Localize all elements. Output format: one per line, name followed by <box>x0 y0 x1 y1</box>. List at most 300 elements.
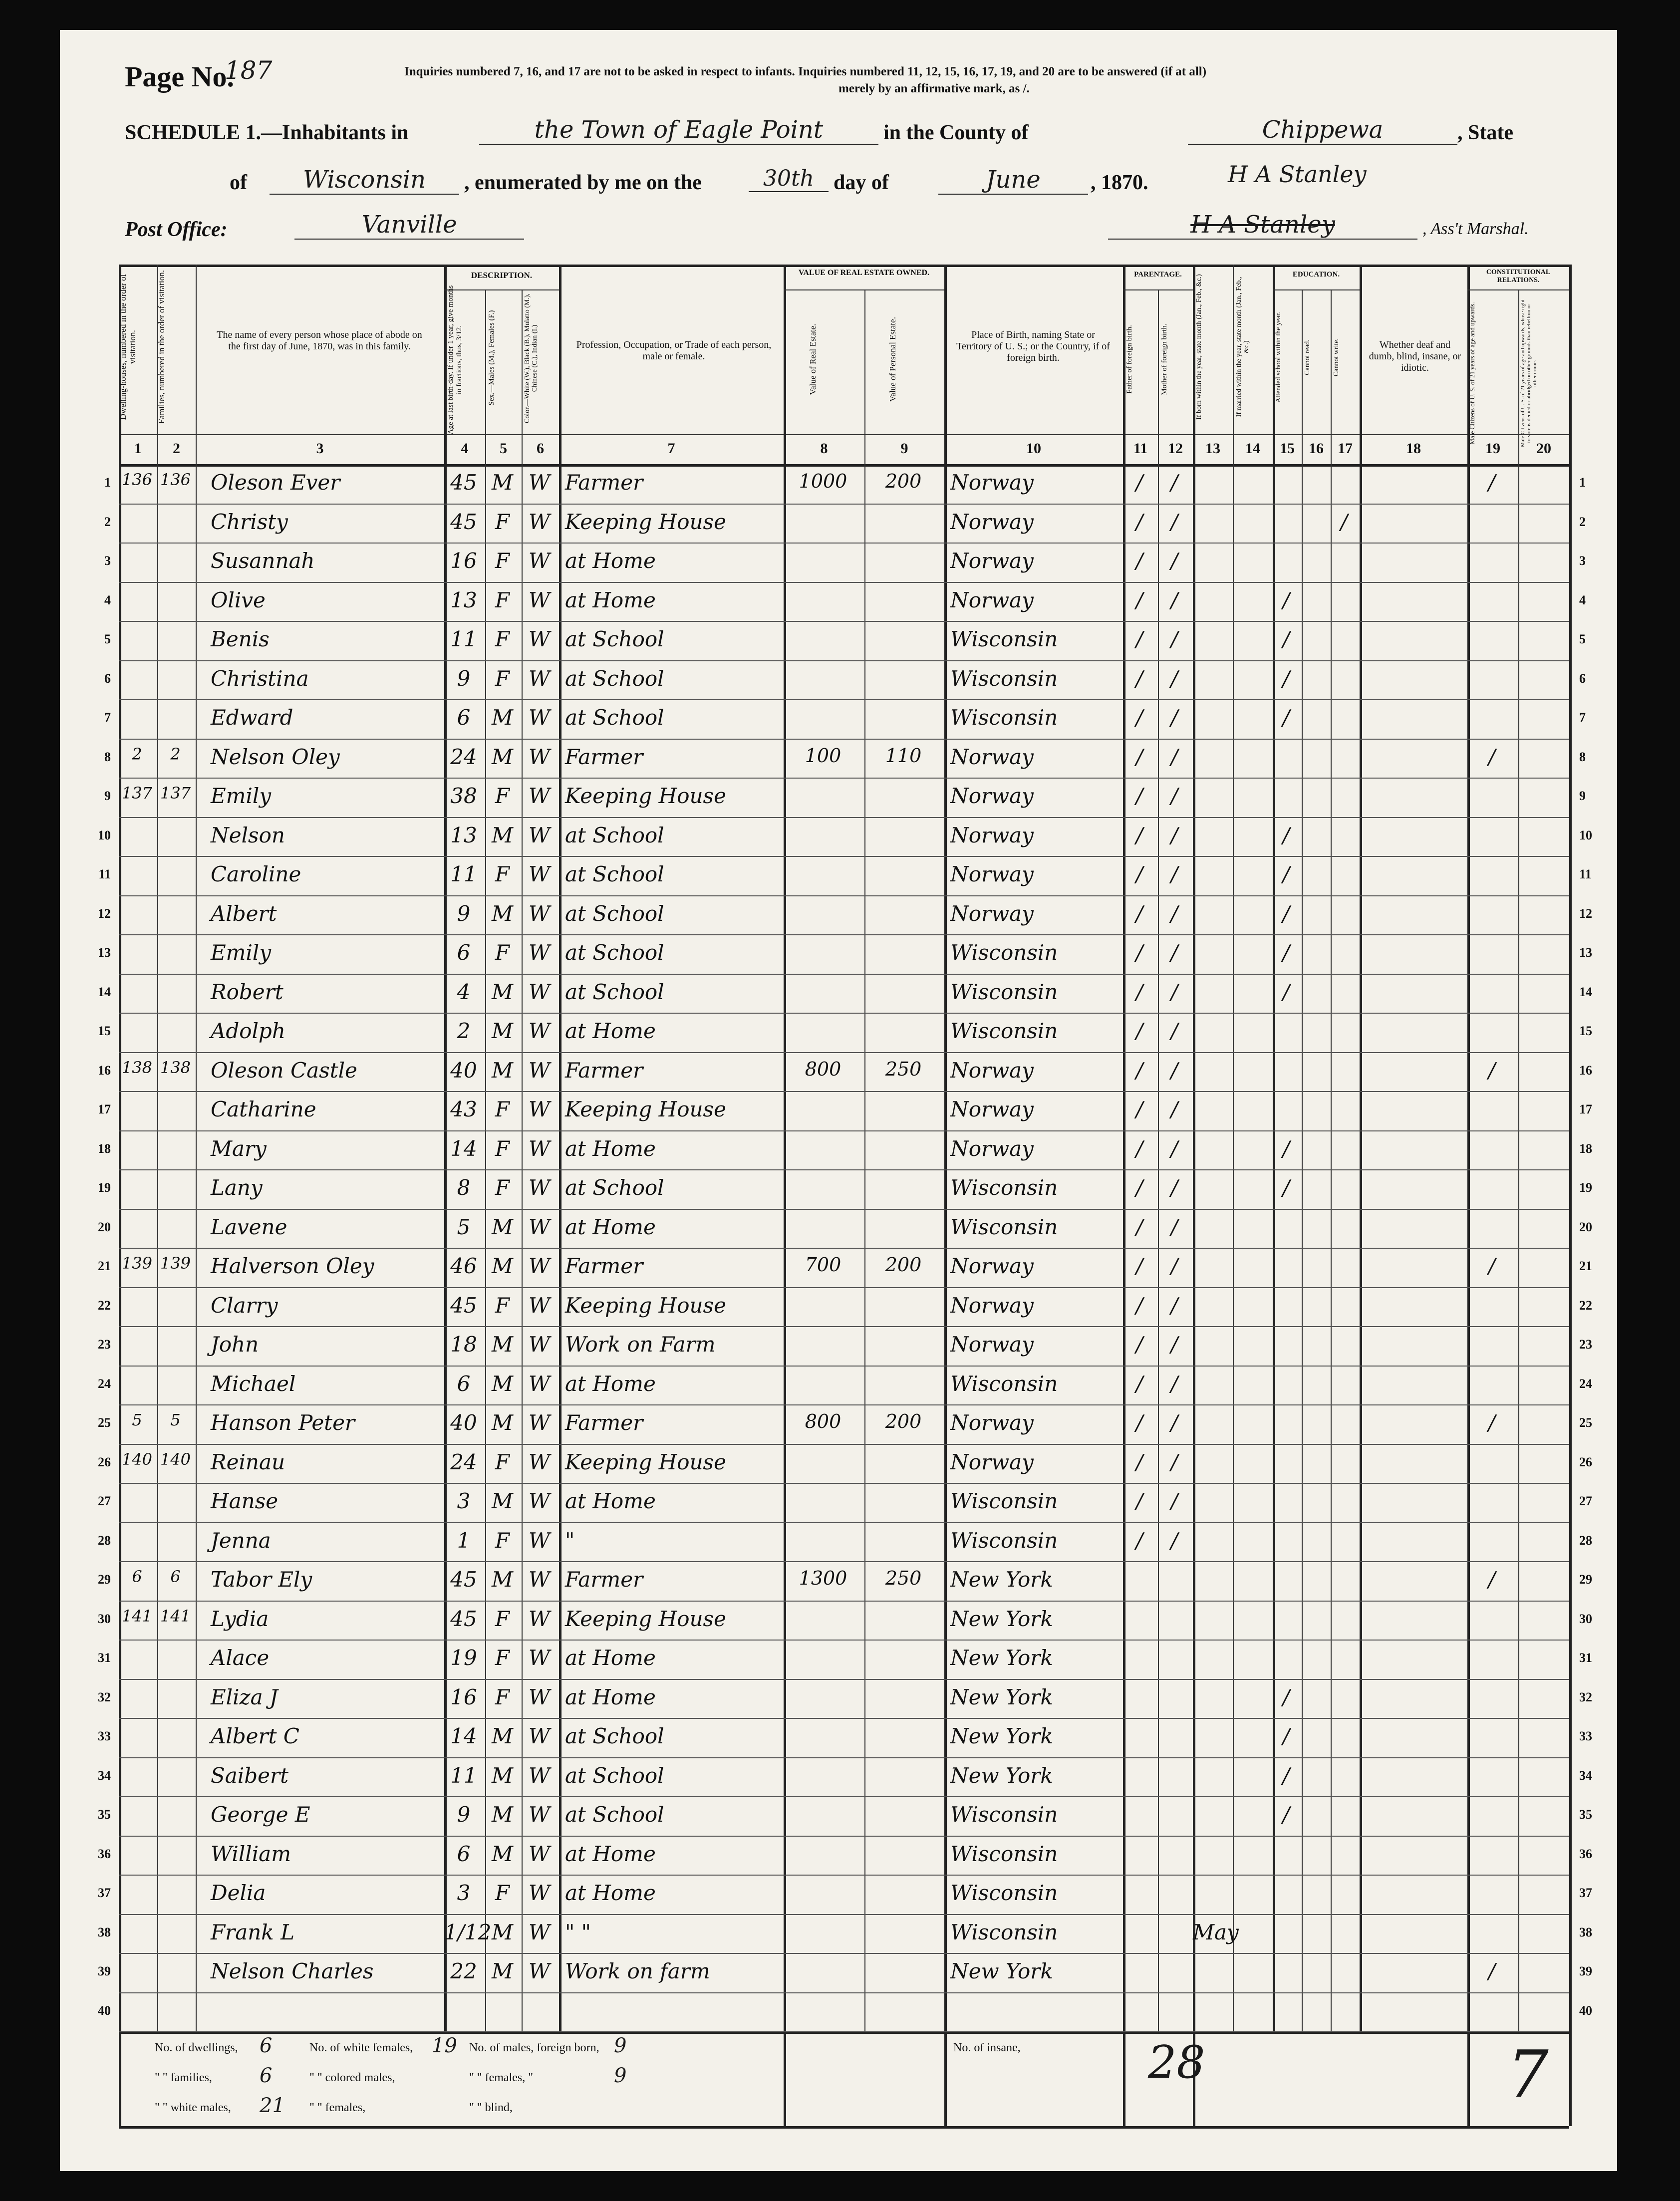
row-cell-f19 <box>1467 1332 1516 1367</box>
row-cell-fam <box>157 1998 194 2033</box>
row-number-left: 19 <box>98 1180 111 1195</box>
row-cell-f13 <box>1193 1802 1231 1837</box>
row-cell-f13 <box>1193 1724 1231 1758</box>
row-cell-color: W <box>528 1606 551 1631</box>
row-cell-fam <box>157 901 194 936</box>
row-cell-color: W <box>528 1410 551 1435</box>
row-cell-dw: 6 <box>132 1567 142 1586</box>
row-cell-occ: at Home <box>565 1841 656 1866</box>
row-cell-fam: 141 <box>160 1606 191 1626</box>
row-cell-f16 <box>1302 1528 1329 1563</box>
row-cell-f19 <box>1467 588 1516 622</box>
row-cell-age: 46 <box>450 1254 477 1278</box>
row-cell-real <box>784 980 862 1014</box>
row-cell-real <box>784 901 862 936</box>
row-cell-birth: Norway <box>950 901 1034 926</box>
row-cell-occ: Farmer <box>565 1567 643 1592</box>
row-cell-f11 <box>1123 1685 1156 1719</box>
row-cell-birth: New York <box>950 1724 1053 1748</box>
row-cell-f12 <box>1158 1842 1191 1876</box>
row-cell-f11: / <box>1135 470 1143 495</box>
row-cell-f19 <box>1467 1998 1516 2033</box>
row-number-left: 7 <box>104 710 111 725</box>
row-cell-f19 <box>1467 1724 1516 1758</box>
row-cell-age: 9 <box>457 901 471 926</box>
row-cell-pers <box>864 1136 942 1171</box>
row-cell-occ: Keeping House <box>565 1097 726 1121</box>
row-cell-occ: " <box>565 1528 575 1553</box>
row-cell-f18 <box>1360 1215 1465 1249</box>
row-cell-color: W <box>528 744 551 769</box>
row-cell-f20 <box>1518 823 1567 857</box>
row-cell-pers <box>864 1763 942 1798</box>
row-cell-birth: Norway <box>950 1332 1034 1357</box>
row-cell-age: 16 <box>450 1684 477 1709</box>
row-cell-f13 <box>1193 470 1231 505</box>
row-cell-f19 <box>1467 784 1516 818</box>
row-cell-f11: / <box>1135 1332 1143 1357</box>
row-cell-f11: / <box>1135 1214 1143 1239</box>
row-cell-f19 <box>1467 1842 1516 1876</box>
row-cell-color: W <box>528 1371 551 1396</box>
row-number-right: 1 <box>1579 475 1586 490</box>
row-number-right: 35 <box>1579 1807 1592 1822</box>
row-cell-birth: Norway <box>950 1293 1034 1318</box>
row-cell-f11 <box>1123 1802 1156 1837</box>
row-cell-f17 <box>1331 1489 1358 1523</box>
row-cell-pers <box>864 1175 942 1210</box>
row-cell-f11: / <box>1135 744 1143 769</box>
post-office-field: Vanville <box>294 211 524 240</box>
row-cell-age: 45 <box>450 1606 477 1631</box>
column-number: 13 <box>1205 440 1220 457</box>
row-cell-real <box>784 1998 862 2033</box>
row-cell-color: W <box>528 1449 551 1474</box>
row-cell-real <box>784 1450 862 1484</box>
row-number-left: 18 <box>98 1141 111 1156</box>
row-cell-f20 <box>1518 1567 1567 1602</box>
row-cell-color: W <box>528 1763 551 1788</box>
row-cell-age: 40 <box>450 1058 477 1083</box>
row-cell-real <box>784 862 862 896</box>
row-cell-pers <box>864 1607 942 1641</box>
row-number-left: 9 <box>104 789 111 803</box>
row-cell-f11 <box>1123 1920 1156 1954</box>
row-number-left: 3 <box>104 553 111 568</box>
row-cell-occ: at Home <box>565 1684 656 1709</box>
row-cell-f18 <box>1360 823 1465 857</box>
row-cell-f13 <box>1193 1175 1231 1210</box>
header-personal-estate: Value of Personal Estate. <box>888 317 897 402</box>
row-cell-f20 <box>1518 705 1567 740</box>
row-cell-f14 <box>1233 980 1271 1014</box>
row-cell-f13 <box>1193 1019 1231 1053</box>
row-cell-fam <box>157 1175 194 1210</box>
row-cell-f20 <box>1518 1450 1567 1484</box>
row-cell-age: 13 <box>450 587 477 612</box>
row-cell-f16 <box>1302 510 1329 544</box>
row-cell-sex: F <box>495 1293 510 1318</box>
row-cell-birth: Norway <box>950 784 1034 808</box>
row-cell-pers: 250 <box>885 1567 922 1589</box>
row-cell-f19 <box>1467 1528 1516 1563</box>
row-cell-sex: M <box>491 1959 513 1983</box>
row-cell-f12: / <box>1170 1332 1178 1357</box>
row-cell-pers <box>864 1842 942 1876</box>
row-cell-dw <box>119 1528 155 1563</box>
row-cell-f13 <box>1193 1058 1231 1093</box>
row-number-left: 24 <box>98 1376 111 1391</box>
row-cell-f15: / <box>1282 1175 1290 1200</box>
row-cell-age: 45 <box>450 509 477 534</box>
row-cell-age: 9 <box>457 666 471 691</box>
row-cell-birth: Wisconsin <box>950 1019 1058 1043</box>
row-number-right: 26 <box>1579 1454 1592 1469</box>
footer-females-foreign-label: " " females, " <box>469 2071 534 2084</box>
row-number-right: 28 <box>1579 1533 1592 1548</box>
row-cell-f14 <box>1233 1685 1271 1719</box>
row-cell-f17 <box>1331 1724 1358 1758</box>
header-cannot-write: Cannot write. <box>1333 338 1340 377</box>
row-cell-f19 <box>1467 1489 1516 1523</box>
row-cell-f11: / <box>1135 1136 1143 1161</box>
row-cell-f12: / <box>1170 587 1178 612</box>
row-cell-birth <box>950 1998 1121 2033</box>
row-cell-real <box>784 1175 862 1210</box>
row-cell-real <box>784 1881 862 1915</box>
row-cell-fam <box>157 1019 194 1053</box>
row-cell-age: 1 <box>457 1528 471 1553</box>
row-cell-color: W <box>528 1214 551 1239</box>
header-bottom-border <box>119 464 1569 467</box>
row-cell-fam <box>157 862 194 896</box>
column-number: 20 <box>1536 440 1551 457</box>
row-cell-birth: Norway <box>950 1136 1034 1161</box>
row-cell-name: Caroline <box>211 862 301 886</box>
row-cell-f19 <box>1467 1019 1516 1053</box>
header-color: Color.—White (W.), Black (B.), Mulatto (M.), Chinese (C.), Indian (I.) <box>524 293 539 423</box>
row-cell-f17 <box>1331 1763 1358 1798</box>
row-cell-f16 <box>1302 1410 1329 1445</box>
row-cell-f12: / <box>1170 666 1178 691</box>
row-cell-f14 <box>1233 1528 1271 1563</box>
census-sheet <box>60 30 1617 2171</box>
row-cell-real <box>784 510 862 544</box>
row-cell-name: Hanse <box>211 1489 279 1513</box>
row-cell-f19: / <box>1488 1959 1496 1983</box>
row-cell-sex: F <box>495 940 510 965</box>
row-cell-f13 <box>1193 1136 1231 1171</box>
row-cell-f11: / <box>1135 1410 1143 1435</box>
row-cell-f19 <box>1467 705 1516 740</box>
row-cell-f15 <box>1273 1410 1300 1445</box>
row-cell-color: W <box>528 901 551 926</box>
row-cell-f11 <box>1123 1881 1156 1915</box>
row-cell-dw <box>119 666 155 701</box>
row-cell-f12 <box>1158 1567 1191 1602</box>
row-cell-pers <box>864 1646 942 1680</box>
row-cell-f19 <box>1467 901 1516 936</box>
row-cell-f16 <box>1302 1175 1329 1210</box>
row-number-left: 15 <box>98 1024 111 1038</box>
row-cell-f15: / <box>1282 979 1290 1004</box>
row-cell-occ: Keeping House <box>565 509 726 534</box>
row-cell-occ: Farmer <box>565 1254 643 1278</box>
row-cell-name: Edward <box>211 705 293 730</box>
row-number-left: 16 <box>98 1063 111 1078</box>
row-number-right: 3 <box>1579 553 1586 568</box>
row-cell-f20 <box>1518 627 1567 661</box>
row-cell-color: W <box>528 1489 551 1513</box>
row-cell-real <box>784 1685 862 1719</box>
row-cell-name: Reinau <box>211 1449 285 1474</box>
row-cell-pers <box>864 666 942 701</box>
row-number-right: 17 <box>1579 1102 1592 1116</box>
row-number-right: 33 <box>1579 1729 1592 1743</box>
column-number: 2 <box>173 440 180 457</box>
row-cell-dw <box>119 1881 155 1915</box>
row-cell-real <box>784 940 862 975</box>
column-number: 4 <box>461 440 469 457</box>
header-divider <box>119 434 1569 435</box>
column-number: 8 <box>820 440 828 457</box>
footer-white-males-label: " " white males, <box>155 2101 231 2114</box>
row-cell-f18 <box>1360 1332 1465 1367</box>
county-field: Chippewa <box>1188 116 1457 145</box>
row-cell-color: W <box>528 1920 551 1944</box>
row-cell-real: 700 <box>805 1254 841 1276</box>
row-number-left: 28 <box>98 1533 111 1548</box>
row-cell-f17 <box>1331 1019 1358 1053</box>
row-cell-age: 6 <box>457 705 471 730</box>
row-cell-real: 1000 <box>799 470 847 492</box>
row-cell-pers <box>864 510 942 544</box>
row-cell-name: William <box>211 1841 291 1866</box>
row-cell-f18 <box>1360 666 1465 701</box>
row-cell-f11: / <box>1135 1528 1143 1553</box>
of-label: of <box>230 171 247 194</box>
row-cell-name: Nelson Charles <box>211 1959 374 1983</box>
row-cell-f14 <box>1233 1450 1271 1484</box>
row-cell-age: 24 <box>450 744 477 769</box>
row-cell-age: 11 <box>450 1763 477 1788</box>
row-cell-fam <box>157 1724 194 1758</box>
row-cell-birth: Norway <box>950 549 1034 573</box>
footer-insane-label: No. of insane, <box>953 2041 1021 2054</box>
row-cell-sex: M <box>491 1724 513 1748</box>
row-cell-f11: / <box>1135 1449 1143 1474</box>
row-cell-name: Susannah <box>211 549 315 573</box>
row-cell-f16 <box>1302 1019 1329 1053</box>
row-cell-f17 <box>1331 823 1358 857</box>
row-number-left: 21 <box>98 1259 111 1273</box>
marshal-signature: H A Stanley <box>1108 211 1417 240</box>
header-cannot-read: Cannot read. <box>1304 339 1311 375</box>
row-cell-f12: / <box>1170 1410 1178 1435</box>
row-cell-f17 <box>1331 1293 1358 1328</box>
row-cell-pers <box>864 1802 942 1837</box>
row-cell-f11: / <box>1135 940 1143 965</box>
row-cell-real: 800 <box>805 1058 841 1080</box>
row-cell-birth: Wisconsin <box>950 666 1058 691</box>
row-cell-name: Saibert <box>211 1763 288 1788</box>
row-cell-age: 8 <box>457 1175 471 1200</box>
row-cell-name: Oleson Castle <box>211 1058 357 1083</box>
row-cell-name: Mary <box>211 1136 267 1161</box>
row-cell-occ: at School <box>565 1175 664 1200</box>
row-cell-f16 <box>1302 1058 1329 1093</box>
row-cell-name: Christina <box>211 666 309 691</box>
row-cell-pers <box>864 1019 942 1053</box>
row-cell-f15: / <box>1282 901 1290 926</box>
row-cell-fam <box>157 940 194 975</box>
row-number-left: 40 <box>98 2003 111 2018</box>
row-cell-name: Lydia <box>211 1606 269 1631</box>
row-cell-real <box>784 1607 862 1641</box>
row-number-left: 39 <box>98 1964 111 1978</box>
row-cell-dw <box>119 627 155 661</box>
row-cell-dw: 138 <box>121 1058 153 1077</box>
row-cell-sex: F <box>495 1646 510 1670</box>
row-cell-f15 <box>1273 1528 1300 1563</box>
row-cell-f12 <box>1158 1607 1191 1641</box>
row-cell-f16 <box>1302 588 1329 622</box>
row-cell-f14 <box>1233 1372 1271 1406</box>
row-cell-f17 <box>1331 1802 1358 1837</box>
row-number-left: 1 <box>104 475 111 490</box>
row-cell-f19 <box>1467 1097 1516 1131</box>
row-cell-pers <box>864 823 942 857</box>
row-cell-sex: M <box>491 1802 513 1827</box>
row-cell-pers <box>864 1959 942 1993</box>
row-cell-f11: / <box>1135 549 1143 573</box>
row-cell-age: 11 <box>450 862 477 886</box>
row-cell-color: W <box>528 1097 551 1121</box>
row-cell-f20 <box>1518 1215 1567 1249</box>
row-cell-real <box>784 1019 862 1053</box>
row-cell-f12: / <box>1170 1254 1178 1278</box>
enumerated-label: , enumerated by me on the <box>464 171 702 194</box>
row-cell-age: 13 <box>450 823 477 847</box>
row-cell-birth: New York <box>950 1763 1053 1788</box>
row-cell-occ: at School <box>565 705 664 730</box>
row-number-right: 13 <box>1579 945 1592 960</box>
row-cell-f13 <box>1193 940 1231 975</box>
row-cell-dw <box>119 1097 155 1131</box>
row-cell-occ: at Home <box>565 1019 656 1043</box>
row-cell-f12: / <box>1170 1489 1178 1513</box>
row-cell-f18 <box>1360 588 1465 622</box>
row-cell-f20 <box>1518 1802 1567 1837</box>
row-number-left: 6 <box>104 671 111 686</box>
row-cell-occ: at School <box>565 901 664 926</box>
row-cell-f13 <box>1193 1372 1231 1406</box>
row-cell-sex: F <box>495 862 510 886</box>
row-cell-f13 <box>1193 1528 1231 1563</box>
row-cell-sex: F <box>495 627 510 651</box>
row-cell-f16 <box>1302 1215 1329 1249</box>
row-cell-f20 <box>1518 588 1567 622</box>
row-cell-name: Jenna <box>211 1528 271 1553</box>
row-cell-dw: 5 <box>132 1410 142 1429</box>
row-cell-age: 22 <box>450 1959 477 1983</box>
row-cell-f17 <box>1331 1842 1358 1876</box>
row-cell-sex: F <box>495 509 510 534</box>
row-cell-f14 <box>1233 1920 1271 1954</box>
header-parentage: PARENTAGE. <box>1134 271 1182 278</box>
row-cell-f15 <box>1273 1019 1300 1053</box>
row-cell-f16 <box>1302 549 1329 583</box>
col-border-right <box>1569 265 1572 2126</box>
row-cell-f19 <box>1467 1372 1516 1406</box>
row-number-right: 38 <box>1579 1925 1592 1939</box>
row-cell-f18 <box>1360 940 1465 975</box>
row-cell-f17 <box>1331 1607 1358 1641</box>
row-cell-birth: Norway <box>950 1449 1034 1474</box>
column-number: 19 <box>1485 440 1500 457</box>
row-cell-f20 <box>1518 1881 1567 1915</box>
row-cell-f13 <box>1193 1332 1231 1367</box>
row-cell-f18 <box>1360 1646 1465 1680</box>
row-cell-occ: at School <box>565 823 664 847</box>
header-real-estate: Value of Real Estate. <box>808 323 818 395</box>
row-cell-f17 <box>1331 1058 1358 1093</box>
row-cell-f13 <box>1193 1998 1231 2033</box>
column-number: 15 <box>1280 440 1295 457</box>
row-cell-f17 <box>1331 1254 1358 1288</box>
row-number-left: 8 <box>104 749 111 764</box>
row-cell-f12: / <box>1170 1293 1178 1318</box>
row-cell-f11: / <box>1135 1019 1143 1043</box>
row-cell-fam <box>157 1293 194 1328</box>
row-cell-dw: 140 <box>121 1449 153 1469</box>
row-number-left: 38 <box>98 1925 111 1939</box>
row-cell-f20 <box>1518 1332 1567 1367</box>
row-cell-age: 6 <box>457 1841 471 1866</box>
row-cell-f16 <box>1302 1136 1329 1171</box>
column-number: 5 <box>500 440 507 457</box>
row-cell-sex: F <box>495 587 510 612</box>
row-cell-color: W <box>528 1332 551 1357</box>
row-cell-f13 <box>1193 1254 1231 1288</box>
row-cell-birth: Norway <box>950 823 1034 847</box>
row-cell-birth: Norway <box>950 509 1034 534</box>
row-cell-age: 19 <box>450 1646 477 1670</box>
row-number-left: 36 <box>98 1846 111 1861</box>
row-cell-dw: 141 <box>121 1606 153 1626</box>
row-cell-color: W <box>528 627 551 651</box>
row-number-right: 9 <box>1579 789 1586 803</box>
column-number: 11 <box>1133 440 1148 457</box>
row-cell-f11: / <box>1135 627 1143 651</box>
row-cell-f20 <box>1518 1998 1567 2033</box>
row-cell-f15 <box>1273 1567 1300 1602</box>
row-cell-f12: / <box>1170 1097 1178 1121</box>
row-number-left: 29 <box>98 1572 111 1587</box>
row-cell-f14 <box>1233 588 1271 622</box>
row-cell-occ: Keeping House <box>565 784 726 808</box>
row-cell-f20 <box>1518 1372 1567 1406</box>
schedule-label: SCHEDULE 1.—Inhabitants in <box>125 121 409 144</box>
row-cell-f20 <box>1518 862 1567 896</box>
row-cell-f15: / <box>1282 1684 1290 1709</box>
row-cell-f19: / <box>1488 744 1496 769</box>
row-cell-f13 <box>1193 1607 1231 1641</box>
row-cell-f11 <box>1123 1842 1156 1876</box>
row-cell-age: 4 <box>457 979 471 1004</box>
row-cell-fam <box>157 1842 194 1876</box>
row-cell-f18 <box>1360 1489 1465 1523</box>
